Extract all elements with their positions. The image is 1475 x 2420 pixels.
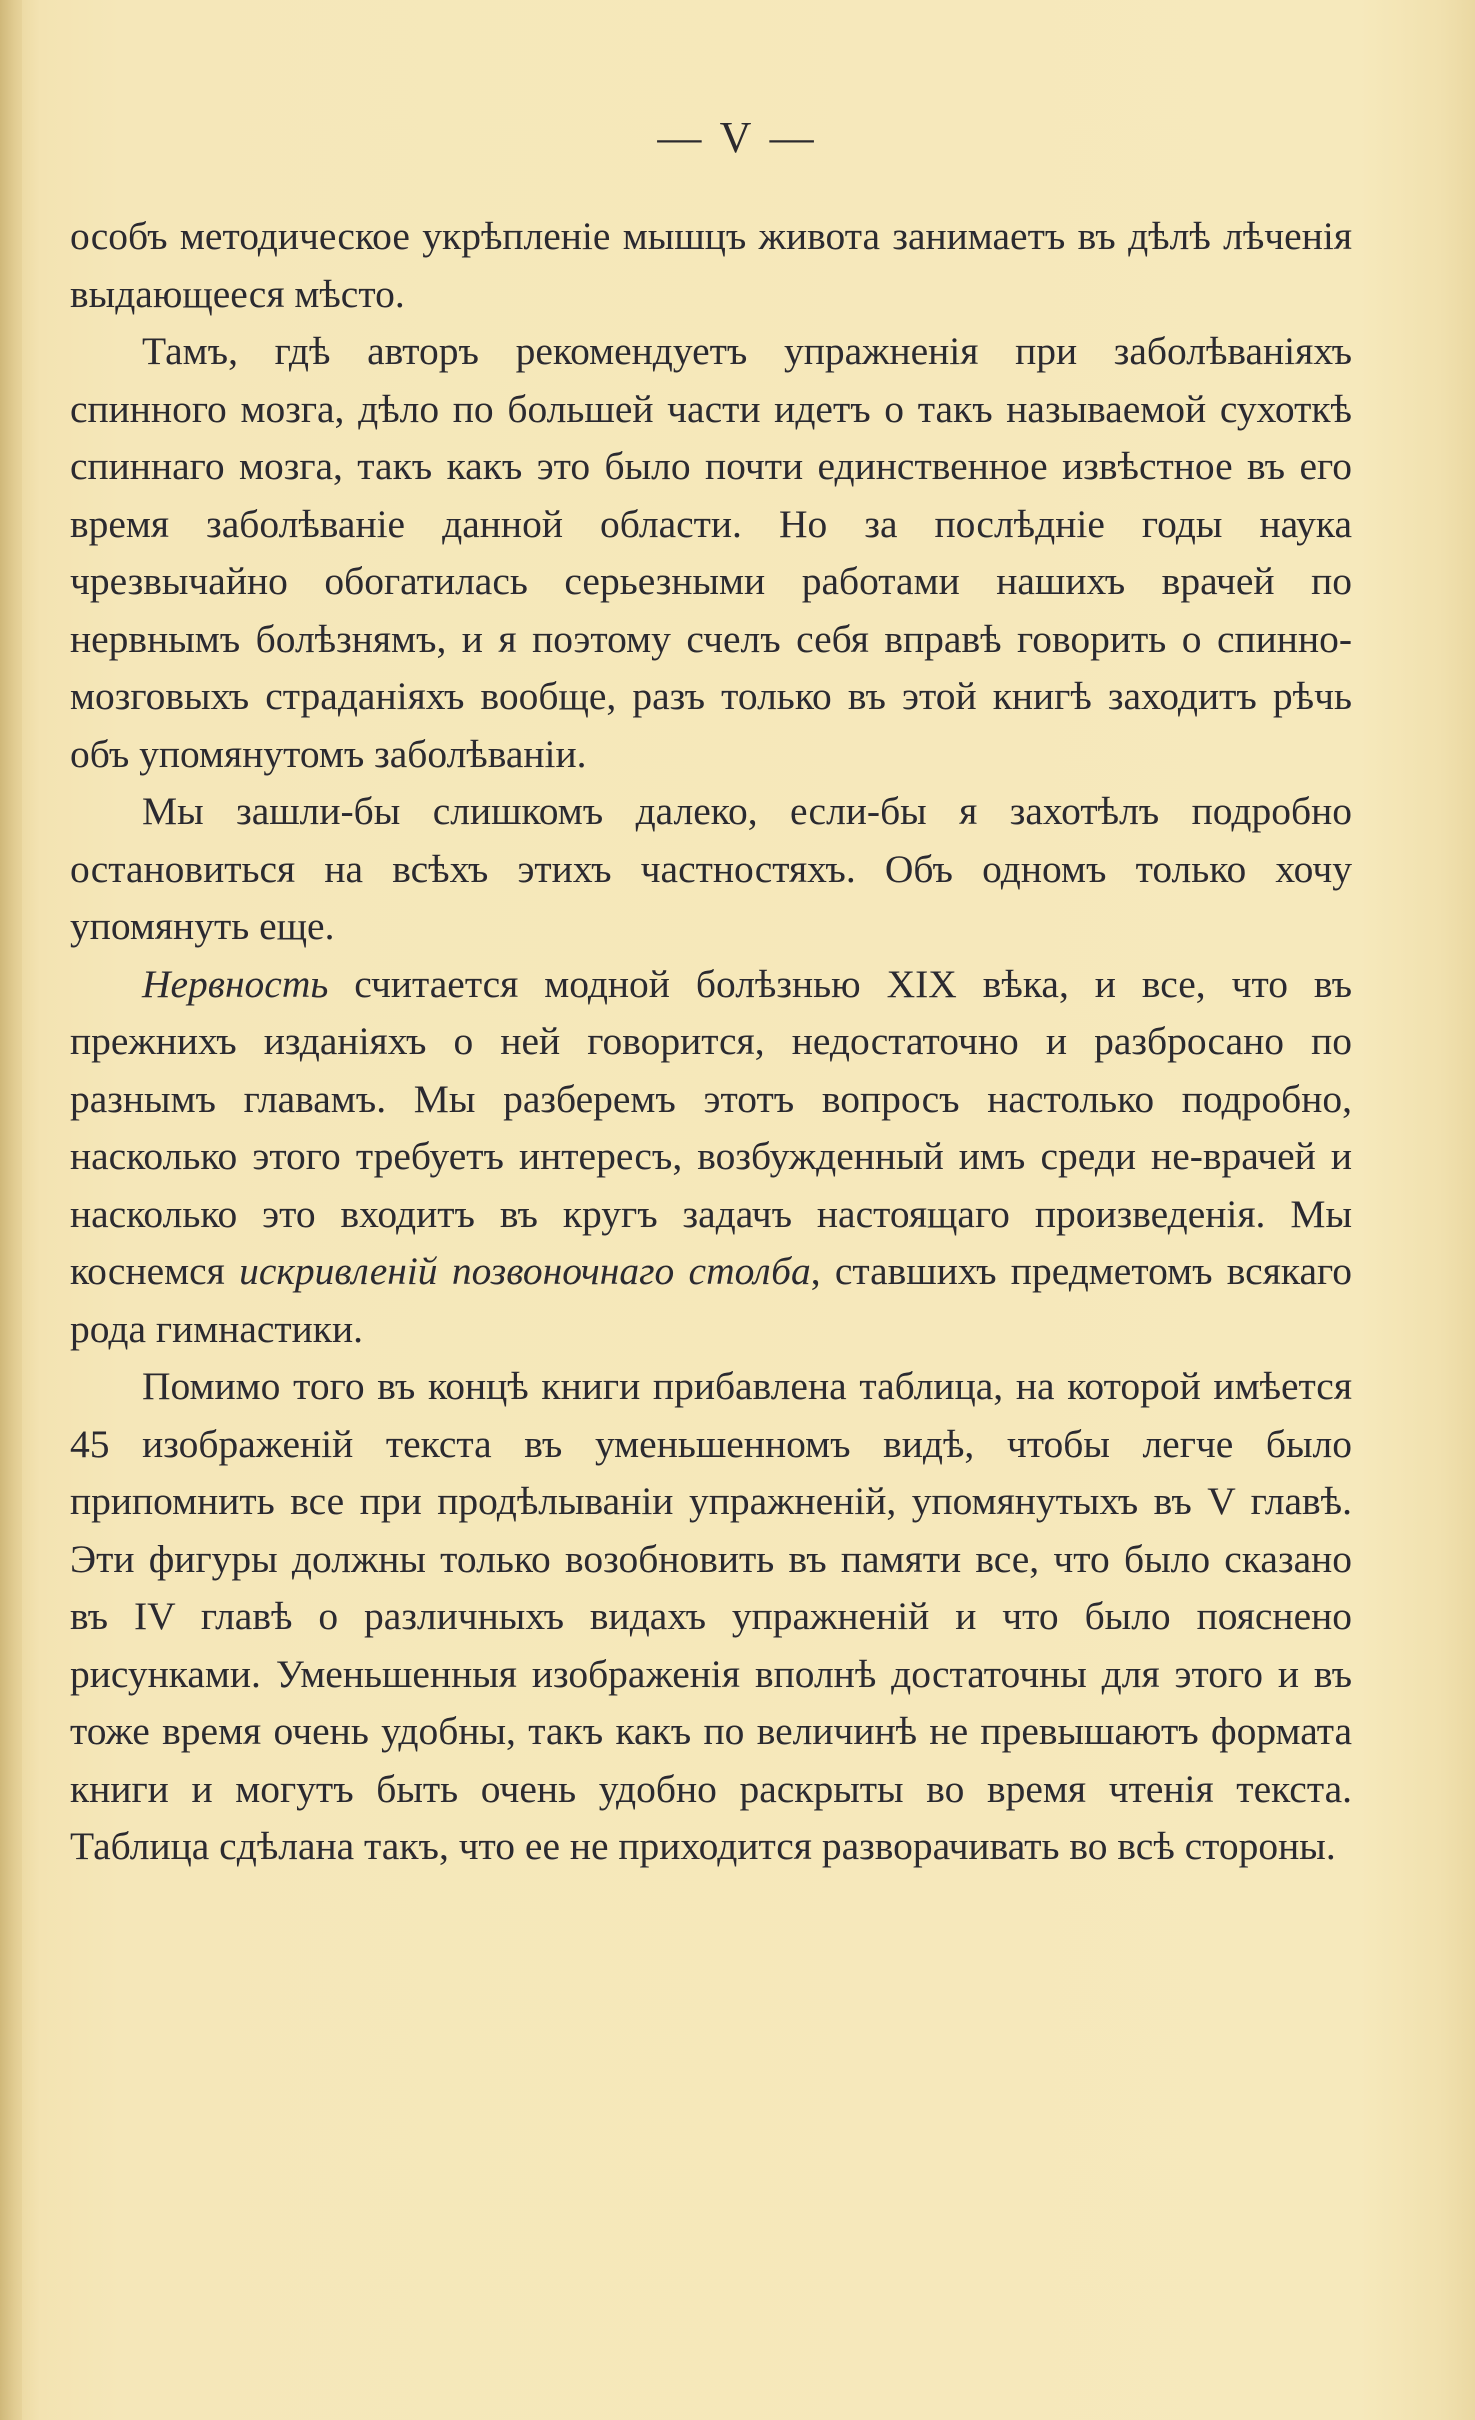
paragraph-4-text-a: считается модной болѣзнью XIX вѣка, и все, что въ прежнихъ изданіяхъ о ней говорится, недостаточно и разбросано по разнымъ главамъ. Мы разберемъ этотъ вопросъ настолько подробно, насколько этого требуетъ интересъ, возбужденный имъ среди не-врачей и насколько это входитъ въ кругъ задачъ настоящаго произведенія. Мы коснемся (70, 961, 1352, 1293)
italic-term-nervousness: Нервность (142, 961, 329, 1006)
italic-term-spinal-curvature: искривленій позвоночнаго столба (239, 1249, 811, 1293)
page-number-header: — V — (657, 113, 818, 162)
paragraph-5: Помимо того въ концѣ книги прибавлена таблица, на которой имѣется 45 изображеній текста въ уменьшенномъ видѣ, чтобы легче было припомнить все при продѣлываніи упражненій, упомянутыхъ въ V главѣ. Эти фигуры должны только возобновить въ памяти все, что было сказано въ IV главѣ о различныхъ видахъ упражненій и что было пояснено рисунками. Уменьшенныя изображенія вполнѣ достаточны для этого и въ тоже время очень удобны, такъ какъ по величинѣ не превышаютъ формата книги и могутъ быть очень удобно раскрыты во время чтенія текста. Таблица сдѣлана такъ, что ее не приходится разворачивать во всѣ стороны. (70, 1364, 1352, 1868)
paragraph-4 (70, 956, 1352, 1359)
paragraph-4-text-b: , ставшихъ предметомъ всякаго рода гимнастики. (70, 1249, 1352, 1351)
page-spine-shadow (0, 0, 22, 2420)
body-text (70, 208, 1352, 1876)
paragraph-3: Мы зашли-бы слишкомъ далеко, если-бы я захотѣлъ подробно остановиться на всѣхъ этихъ частностяхъ. Объ одномъ только хочу упомянуть еще. (70, 789, 1352, 948)
paragraph-1: особъ методическое укрѣпленіе мышцъ живота занимаетъ въ дѣлѣ лѣченія выдающееся мѣсто. (70, 214, 1352, 316)
paragraph-2: Тамъ, гдѣ авторъ рекомендуетъ упражненія при заболѣваніяхъ спинного мозга, дѣло по большей части идетъ о такъ называемой сухоткѣ спиннаго мозга, такъ какъ это было почти единственное извѣстное въ его время заболѣваніе данной области. Но за послѣдніе годы наука чрезвычайно обогатилась серьезными работами нашихъ врачей по нервнымъ болѣзнямъ, и я поэтому счелъ себя вправѣ говорить о спинно-мозговыхъ страданіяхъ вообще, разъ только въ этой книгѣ заходитъ рѣчь объ упомянутомъ заболѣваніи. (70, 329, 1352, 776)
